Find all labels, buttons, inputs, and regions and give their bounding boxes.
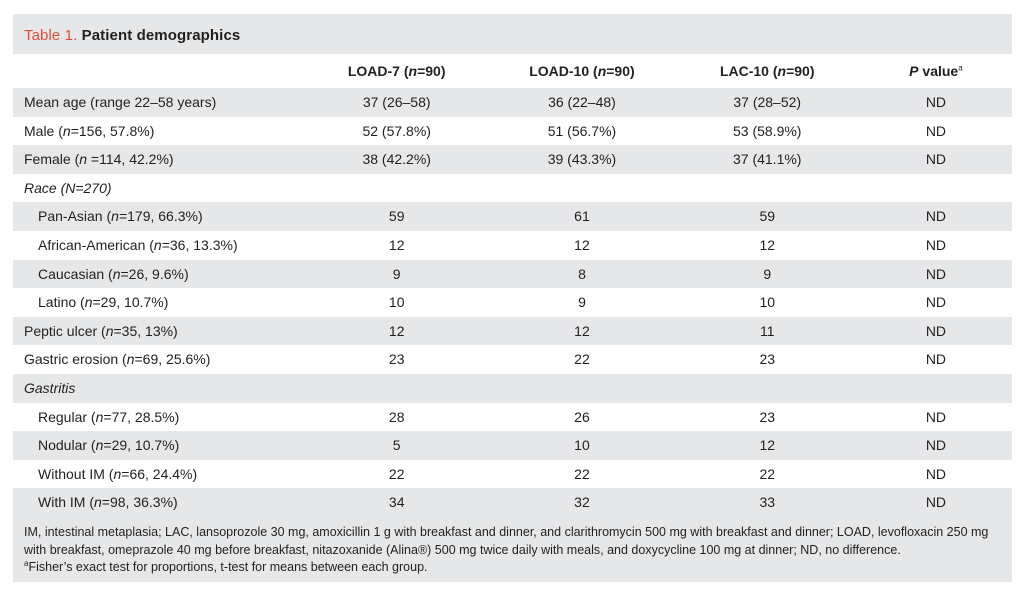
table-cell: 23: [675, 345, 860, 374]
footnote-a: [24, 559, 998, 577]
table-cell: 33: [675, 488, 860, 517]
table-card: [13, 14, 1012, 582]
table-cell: 12: [489, 317, 674, 346]
table-cell: 53 (58.9%): [675, 117, 860, 146]
row-label: Latino (n=29, 10.7%): [13, 288, 304, 317]
table-row: [13, 260, 1012, 289]
row-label: Race (N=270): [13, 174, 304, 203]
table-cell: 12: [675, 431, 860, 460]
table-row: [13, 288, 1012, 317]
table-cell: ND: [860, 317, 1012, 346]
demographics-table: [13, 54, 1012, 517]
table-cell: 59: [304, 202, 489, 231]
row-label: Nodular (n=29, 10.7%): [13, 431, 304, 460]
table-cell: 9: [304, 260, 489, 289]
table-cell: [489, 174, 674, 203]
table-cell: [304, 174, 489, 203]
table-cell: 12: [489, 231, 674, 260]
table-cell: 12: [304, 317, 489, 346]
table-row: [13, 317, 1012, 346]
table-row: [13, 231, 1012, 260]
table-cell: 38 (42.2%): [304, 145, 489, 174]
table-cell: 34: [304, 488, 489, 517]
table-cell: [860, 174, 1012, 203]
table-cell: ND: [860, 260, 1012, 289]
table-cell: ND: [860, 403, 1012, 432]
table-cell: ND: [860, 431, 1012, 460]
row-label: Mean age (range 22–58 years): [13, 88, 304, 117]
table-cell: 36 (22–48): [489, 88, 674, 117]
table-row: [13, 145, 1012, 174]
table-cell: 10: [675, 288, 860, 317]
table-cell: 22: [489, 460, 674, 489]
table-title: [24, 27, 240, 44]
table-footnotes: [24, 524, 998, 577]
row-label: Regular (n=77, 28.5%): [13, 403, 304, 432]
footnote-a-text: Fisher’s exact test for proportions, t-test for means between each group.: [28, 560, 428, 574]
table-row: [13, 374, 1012, 403]
header-row: [13, 54, 1012, 88]
table-cell: 11: [675, 317, 860, 346]
table-cell: 23: [675, 403, 860, 432]
abbreviations-note: IM, intestinal metaplasia; LAC, lansoprozole 30 mg, amoxicillin 1 g with breakfast and dinner, and clarithromycin 500 mg with breakfast and dinner; LOAD, levofloxacin 250 mg with breakfast, omeprazole 40 mg before breakfast, nitazoxanide (Alina®) 500 mg twice daily with meals, and doxycycline 100 mg at dinner; ND, no difference.: [24, 525, 989, 557]
table-row: [13, 345, 1012, 374]
table-cell: ND: [860, 202, 1012, 231]
row-label: Without IM (n=66, 24.4%): [13, 460, 304, 489]
footnote-a-mark: a: [24, 558, 29, 568]
row-label: With IM (n=98, 36.3%): [13, 488, 304, 517]
header-cell: LOAD-10 (n=90): [489, 54, 674, 88]
table-cell: 61: [489, 202, 674, 231]
table-cell: 26: [489, 403, 674, 432]
table-cell: ND: [860, 345, 1012, 374]
table-cell: 5: [304, 431, 489, 460]
table-cell: ND: [860, 145, 1012, 174]
table-cell: 10: [304, 288, 489, 317]
table-cell: 37 (28–52): [675, 88, 860, 117]
table-cell: ND: [860, 88, 1012, 117]
table-cell: [489, 374, 674, 403]
table-cell: 8: [489, 260, 674, 289]
header-cell: LOAD-7 (n=90): [304, 54, 489, 88]
table-cell: 32: [489, 488, 674, 517]
table-body: [13, 88, 1012, 517]
header-cell: P value$^a$: [860, 54, 1012, 88]
table-cell: 22: [675, 460, 860, 489]
table-cell: ND: [860, 288, 1012, 317]
header-blank: [13, 54, 304, 88]
table-cell: [860, 374, 1012, 403]
table-cell: ND: [860, 231, 1012, 260]
table-cell: [304, 374, 489, 403]
table-cell: 37 (26–58): [304, 88, 489, 117]
table-cell: 59: [675, 202, 860, 231]
table-cell: 28: [304, 403, 489, 432]
row-label: Female (n =114, 42.2%): [13, 145, 304, 174]
table-row: [13, 488, 1012, 517]
table-cell: 52 (57.8%): [304, 117, 489, 146]
row-label: Caucasian (n=26, 9.6%): [13, 260, 304, 289]
table-cell: 9: [489, 288, 674, 317]
table-number: Table 1.: [24, 27, 78, 44]
table-row: [13, 403, 1012, 432]
table-row: [13, 202, 1012, 231]
table-row: [13, 431, 1012, 460]
table-cell: 22: [489, 345, 674, 374]
table-cell: 12: [675, 231, 860, 260]
row-label: Pan-Asian (n=179, 66.3%): [13, 202, 304, 231]
table-row: [13, 174, 1012, 203]
header-cell: LAC-10 (n=90): [675, 54, 860, 88]
table-caption: Patient demographics: [81, 27, 241, 44]
table-cell: 9: [675, 260, 860, 289]
table-row: [13, 88, 1012, 117]
table-row: [13, 460, 1012, 489]
row-label: Gastritis: [13, 374, 304, 403]
table-cell: ND: [860, 488, 1012, 517]
table-cell: 12: [304, 231, 489, 260]
table-row: [13, 117, 1012, 146]
table-cell: 22: [304, 460, 489, 489]
row-label: Gastric erosion (n=69, 25.6%): [13, 345, 304, 374]
table-cell: [675, 374, 860, 403]
table-cell: ND: [860, 460, 1012, 489]
table-cell: 51 (56.7%): [489, 117, 674, 146]
table-cell: 39 (43.3%): [489, 145, 674, 174]
row-label: Peptic ulcer (n=35, 13%): [13, 317, 304, 346]
table-cell: 10: [489, 431, 674, 460]
row-label: African-American (n=36, 13.3%): [13, 231, 304, 260]
row-label: Male (n=156, 57.8%): [13, 117, 304, 146]
table-cell: [675, 174, 860, 203]
table-cell: 37 (41.1%): [675, 145, 860, 174]
table-cell: ND: [860, 117, 1012, 146]
table-cell: 23: [304, 345, 489, 374]
header-footnote-mark: a: [958, 63, 963, 73]
